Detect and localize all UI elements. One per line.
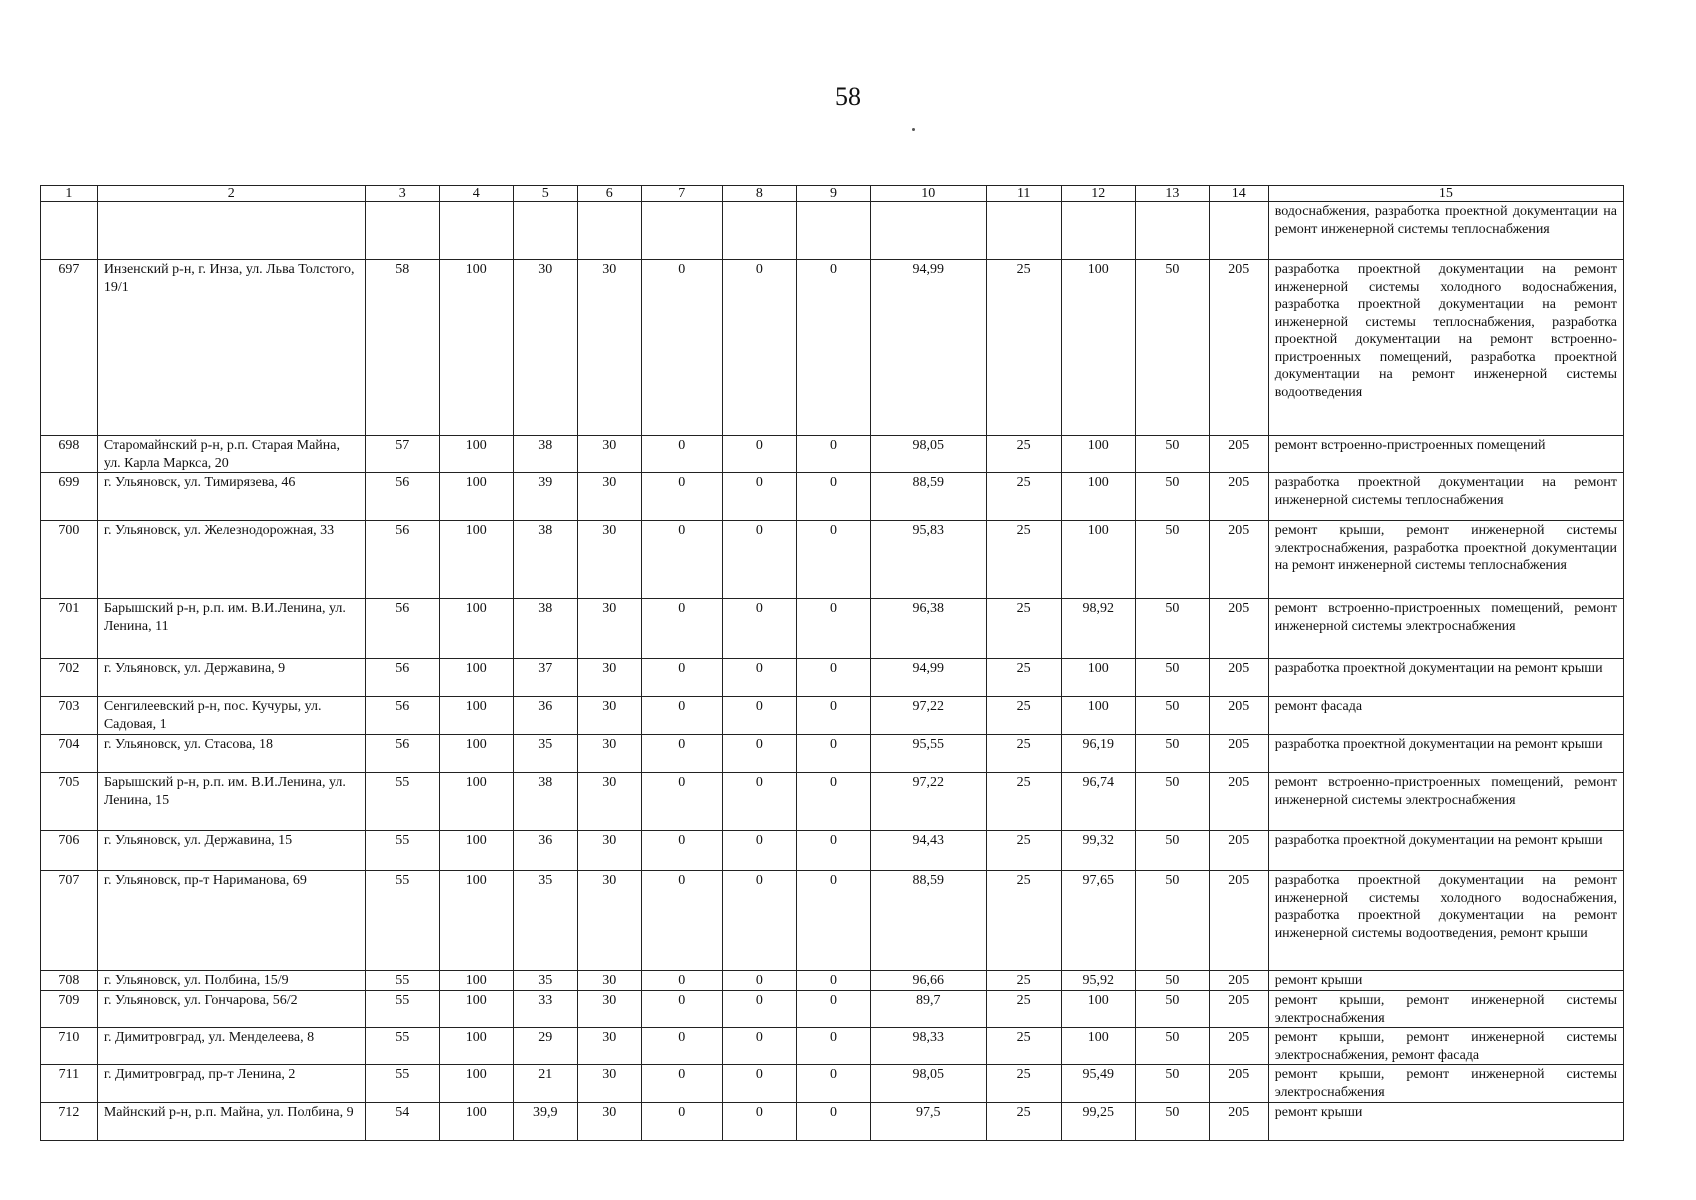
column-8-cell: 0 — [722, 1065, 796, 1103]
column-4-cell: 100 — [439, 599, 513, 659]
row-number-cell: 700 — [41, 521, 98, 599]
column-3-cell: 55 — [365, 773, 439, 831]
column-number: 14 — [1209, 186, 1268, 202]
table-row — [41, 735, 1624, 773]
column-5-cell: 36 — [513, 831, 577, 871]
column-11-cell: 25 — [986, 436, 1061, 473]
work-description-cell: ремонт крыши, ремонт инженерной системы электроснабжения — [1268, 991, 1623, 1028]
table-row — [41, 599, 1624, 659]
column-3-cell: 54 — [365, 1103, 439, 1141]
row-number-cell: 705 — [41, 773, 98, 831]
column-10-cell: 88,59 — [870, 871, 986, 971]
column-12-cell: 100 — [1061, 1028, 1135, 1065]
address-cell: г. Ульяновск, ул. Державина, 15 — [97, 831, 365, 871]
column-3-cell: 55 — [365, 1065, 439, 1103]
column-12-cell: 97,65 — [1061, 871, 1135, 971]
column-5-cell: 35 — [513, 735, 577, 773]
work-description-cell: разработка проектной документации на ремонт инженерной системы теплоснабжения — [1268, 473, 1623, 521]
column-12-cell: 96,19 — [1061, 735, 1135, 773]
column-7-cell: 0 — [641, 436, 722, 473]
column-number: 10 — [870, 186, 986, 202]
table-row — [41, 473, 1624, 521]
column-3-cell: 55 — [365, 1028, 439, 1065]
column-10-cell: 96,66 — [870, 971, 986, 991]
table-row — [41, 260, 1624, 436]
column-number: 6 — [577, 186, 641, 202]
column-12-cell: 100 — [1061, 521, 1135, 599]
column-10-cell: 95,83 — [870, 521, 986, 599]
column-13-cell: 50 — [1135, 1028, 1209, 1065]
column-4-cell: 100 — [439, 436, 513, 473]
column-11-cell: 25 — [986, 991, 1061, 1028]
address-cell: г. Димитровград, ул. Менделеева, 8 — [97, 1028, 365, 1065]
column-11-cell: 25 — [986, 521, 1061, 599]
table-row — [41, 1103, 1624, 1141]
column-13-cell: 50 — [1135, 971, 1209, 991]
column-8-cell: 0 — [722, 260, 796, 436]
column-11-cell: 25 — [986, 659, 1061, 697]
column-3-cell: 55 — [365, 831, 439, 871]
column-9-cell: 0 — [796, 436, 870, 473]
row-number-cell: 703 — [41, 697, 98, 735]
column-4-cell: 100 — [439, 697, 513, 735]
column-14-cell: 205 — [1209, 871, 1268, 971]
column-9-cell: 0 — [796, 1065, 870, 1103]
table-row — [41, 697, 1624, 735]
column-9-cell: 0 — [796, 735, 870, 773]
column-13-cell: 50 — [1135, 831, 1209, 871]
column-number: 7 — [641, 186, 722, 202]
column-3-cell: 55 — [365, 991, 439, 1028]
column-13-cell: 50 — [1135, 697, 1209, 735]
column-11-cell: 25 — [986, 260, 1061, 436]
address-cell: г. Димитровград, пр-т Ленина, 2 — [97, 1065, 365, 1103]
column-4-cell: 100 — [439, 831, 513, 871]
column-10-cell: 89,7 — [870, 991, 986, 1028]
column-7-cell: 0 — [641, 735, 722, 773]
address-cell: г. Ульяновск, ул. Стасова, 18 — [97, 735, 365, 773]
column-8-cell: 0 — [722, 697, 796, 735]
column-14-cell: 205 — [1209, 1103, 1268, 1141]
column-4-cell: 100 — [439, 659, 513, 697]
column-5-cell: 39,9 — [513, 1103, 577, 1141]
table-row — [41, 871, 1624, 971]
column-11-cell: 25 — [986, 697, 1061, 735]
column-12-cell: 98,92 — [1061, 599, 1135, 659]
column-11-cell: 25 — [986, 773, 1061, 831]
row-number-cell: 709 — [41, 991, 98, 1028]
table-row — [41, 436, 1624, 473]
column-14-cell: 205 — [1209, 260, 1268, 436]
column-8-cell: 0 — [722, 991, 796, 1028]
column-number: 11 — [986, 186, 1061, 202]
column-3-cell: 56 — [365, 659, 439, 697]
column-7-cell: 0 — [641, 260, 722, 436]
column-14-cell: 205 — [1209, 1028, 1268, 1065]
column-13-cell: 50 — [1135, 260, 1209, 436]
column-12-cell: 96,74 — [1061, 773, 1135, 831]
address-cell: Майнский р-н, р.п. Майна, ул. Полбина, 9 — [97, 1103, 365, 1141]
column-7-cell: 0 — [641, 971, 722, 991]
row-number-cell: 702 — [41, 659, 98, 697]
table-row — [41, 991, 1624, 1028]
column-13-cell: 50 — [1135, 1103, 1209, 1141]
column-11-cell: 25 — [986, 599, 1061, 659]
table-row — [41, 659, 1624, 697]
column-6-cell: 30 — [577, 871, 641, 971]
column-number: 3 — [365, 186, 439, 202]
column-14-cell: 205 — [1209, 521, 1268, 599]
work-description-cell: водоснабжения, разработка проектной документации на ремонт инженерной системы теплоснабжения — [1268, 202, 1623, 260]
table-row — [41, 1028, 1624, 1065]
column-14-cell: 205 — [1209, 473, 1268, 521]
column-number: 12 — [1061, 186, 1135, 202]
work-description-cell: ремонт встроенно-пристроенных помещений, ремонт инженерной системы электроснабжения — [1268, 599, 1623, 659]
column-10-cell: 98,05 — [870, 1065, 986, 1103]
column-14-cell: 205 — [1209, 735, 1268, 773]
column-7-cell: 0 — [641, 473, 722, 521]
page-number: 58 — [835, 82, 861, 111]
table-row — [41, 831, 1624, 871]
column-8-cell: 0 — [722, 599, 796, 659]
column-9-cell: 0 — [796, 521, 870, 599]
column-number: 9 — [796, 186, 870, 202]
column-6-cell: 30 — [577, 260, 641, 436]
column-13-cell: 50 — [1135, 991, 1209, 1028]
address-cell: Барышский р-н, р.п. им. В.И.Ленина, ул. Ленина, 11 — [97, 599, 365, 659]
column-13-cell: 50 — [1135, 659, 1209, 697]
column-10-cell: 94,43 — [870, 831, 986, 871]
column-5-cell: 30 — [513, 260, 577, 436]
column-14-cell: 205 — [1209, 991, 1268, 1028]
column-11-cell: 25 — [986, 1028, 1061, 1065]
work-description-cell: разработка проектной документации на ремонт инженерной системы холодного водоснабжения, разработка проектной документации на ремонт инженерной системы водоотведения, ремонт крыши — [1268, 871, 1623, 971]
address-cell: Сенгилеевский р-н, пос. Кучуры, ул. Садовая, 1 — [97, 697, 365, 735]
row-number-cell: 708 — [41, 971, 98, 991]
column-12-cell: 100 — [1061, 991, 1135, 1028]
column-12-cell: 95,49 — [1061, 1065, 1135, 1103]
column-8-cell: 0 — [722, 1028, 796, 1065]
column-3-cell: 56 — [365, 599, 439, 659]
column-7-cell: 0 — [641, 1065, 722, 1103]
column-8-cell: 0 — [722, 473, 796, 521]
column-14-cell: 205 — [1209, 773, 1268, 831]
column-14-cell: 205 — [1209, 659, 1268, 697]
work-description-cell: ремонт крыши, ремонт инженерной системы электроснабжения — [1268, 1065, 1623, 1103]
column-10-cell: 94,99 — [870, 260, 986, 436]
column-9-cell: 0 — [796, 773, 870, 831]
column-5-cell: 21 — [513, 1065, 577, 1103]
column-13-cell: 50 — [1135, 521, 1209, 599]
column-3-cell: 55 — [365, 971, 439, 991]
column-11-cell: 25 — [986, 831, 1061, 871]
column-3-cell: 56 — [365, 473, 439, 521]
column-4-cell: 100 — [439, 1103, 513, 1141]
column-4-cell: 100 — [439, 773, 513, 831]
table-row — [41, 773, 1624, 831]
column-12-cell: 100 — [1061, 659, 1135, 697]
column-number-row — [41, 186, 1624, 202]
column-8-cell: 0 — [722, 871, 796, 971]
table-row — [41, 1065, 1624, 1103]
work-description-cell: разработка проектной документации на ремонт крыши — [1268, 735, 1623, 773]
column-5-cell: 38 — [513, 436, 577, 473]
row-number-cell: 699 — [41, 473, 98, 521]
column-7-cell: 0 — [641, 659, 722, 697]
row-number-cell: 707 — [41, 871, 98, 971]
row-number-cell: 698 — [41, 436, 98, 473]
column-10-cell: 97,22 — [870, 773, 986, 831]
column-9-cell: 0 — [796, 697, 870, 735]
column-number: 5 — [513, 186, 577, 202]
column-6-cell: 30 — [577, 659, 641, 697]
column-number: 15 — [1268, 186, 1623, 202]
column-3-cell: 57 — [365, 436, 439, 473]
address-cell: г. Ульяновск, ул. Гончарова, 56/2 — [97, 991, 365, 1028]
column-13-cell: 50 — [1135, 599, 1209, 659]
column-4-cell: 100 — [439, 991, 513, 1028]
column-4-cell: 100 — [439, 971, 513, 991]
column-number: 8 — [722, 186, 796, 202]
column-5-cell: 33 — [513, 991, 577, 1028]
column-7-cell: 0 — [641, 773, 722, 831]
column-14-cell: 205 — [1209, 697, 1268, 735]
table-row — [41, 521, 1624, 599]
continuation-row — [41, 202, 1624, 260]
address-cell: г. Ульяновск, ул. Державина, 9 — [97, 659, 365, 697]
column-8-cell: 0 — [722, 1103, 796, 1141]
column-3-cell: 58 — [365, 260, 439, 436]
column-11-cell: 25 — [986, 735, 1061, 773]
column-14-cell: 205 — [1209, 1065, 1268, 1103]
address-cell: г. Ульяновск, ул. Полбина, 15/9 — [97, 971, 365, 991]
column-12-cell: 99,25 — [1061, 1103, 1135, 1141]
column-5-cell: 35 — [513, 871, 577, 971]
work-description-cell: ремонт крыши — [1268, 971, 1623, 991]
column-6-cell: 30 — [577, 735, 641, 773]
address-cell: Барышский р-н, р.п. им. В.И.Ленина, ул. Ленина, 15 — [97, 773, 365, 831]
column-4-cell: 100 — [439, 871, 513, 971]
column-12-cell: 100 — [1061, 697, 1135, 735]
column-9-cell: 0 — [796, 971, 870, 991]
data-table — [40, 185, 1624, 1141]
column-14-cell: 205 — [1209, 436, 1268, 473]
column-6-cell: 30 — [577, 1103, 641, 1141]
column-8-cell: 0 — [722, 521, 796, 599]
column-8-cell: 0 — [722, 831, 796, 871]
column-9-cell: 0 — [796, 871, 870, 971]
row-number-cell: 711 — [41, 1065, 98, 1103]
column-4-cell: 100 — [439, 521, 513, 599]
column-5-cell: 35 — [513, 971, 577, 991]
column-13-cell: 50 — [1135, 773, 1209, 831]
column-12-cell: 95,92 — [1061, 971, 1135, 991]
column-5-cell: 39 — [513, 473, 577, 521]
column-5-cell: 38 — [513, 599, 577, 659]
column-9-cell: 0 — [796, 659, 870, 697]
column-10-cell: 96,38 — [870, 599, 986, 659]
column-7-cell: 0 — [641, 697, 722, 735]
column-13-cell: 50 — [1135, 871, 1209, 971]
work-description-cell: ремонт крыши, ремонт инженерной системы электроснабжения, разработка проектной документации на ремонт инженерной системы теплоснабжения — [1268, 521, 1623, 599]
column-12-cell: 100 — [1061, 473, 1135, 521]
column-6-cell: 30 — [577, 991, 641, 1028]
work-description-cell: разработка проектной документации на ремонт крыши — [1268, 831, 1623, 871]
column-13-cell: 50 — [1135, 436, 1209, 473]
column-9-cell: 0 — [796, 991, 870, 1028]
address-cell: Старомайнский р-н, р.п. Старая Майна, ул. Карла Маркса, 20 — [97, 436, 365, 473]
column-9-cell: 0 — [796, 599, 870, 659]
column-6-cell: 30 — [577, 831, 641, 871]
column-6-cell: 30 — [577, 697, 641, 735]
column-12-cell: 100 — [1061, 260, 1135, 436]
column-6-cell: 30 — [577, 436, 641, 473]
column-10-cell: 88,59 — [870, 473, 986, 521]
work-description-cell: ремонт фасада — [1268, 697, 1623, 735]
column-10-cell: 97,5 — [870, 1103, 986, 1141]
column-9-cell: 0 — [796, 473, 870, 521]
column-7-cell: 0 — [641, 991, 722, 1028]
column-14-cell: 205 — [1209, 971, 1268, 991]
column-13-cell: 50 — [1135, 1065, 1209, 1103]
row-number-cell: 704 — [41, 735, 98, 773]
column-6-cell: 30 — [577, 1065, 641, 1103]
column-7-cell: 0 — [641, 1103, 722, 1141]
column-number: 1 — [41, 186, 98, 202]
column-3-cell: 55 — [365, 871, 439, 971]
column-14-cell: 205 — [1209, 831, 1268, 871]
column-9-cell: 0 — [796, 1028, 870, 1065]
column-7-cell: 0 — [641, 1028, 722, 1065]
work-description-cell: разработка проектной документации на ремонт инженерной системы холодного водоснабжения, разработка проектной документации на ремонт инженерной системы теплоснабжения, разработка проектной документации на ремонт встроенно-пристроенных помещений, разработка проектной документации на ремонт инженерной системы водоотведения — [1268, 260, 1623, 436]
column-8-cell: 0 — [722, 773, 796, 831]
column-4-cell: 100 — [439, 260, 513, 436]
column-8-cell: 0 — [722, 659, 796, 697]
column-4-cell: 100 — [439, 735, 513, 773]
column-4-cell: 100 — [439, 473, 513, 521]
column-5-cell: 36 — [513, 697, 577, 735]
column-6-cell: 30 — [577, 971, 641, 991]
column-8-cell: 0 — [722, 735, 796, 773]
column-9-cell: 0 — [796, 1103, 870, 1141]
column-8-cell: 0 — [722, 436, 796, 473]
work-description-cell: ремонт крыши — [1268, 1103, 1623, 1141]
column-3-cell: 56 — [365, 697, 439, 735]
column-6-cell: 30 — [577, 521, 641, 599]
column-12-cell: 100 — [1061, 436, 1135, 473]
address-cell: г. Ульяновск, ул. Железнодорожная, 33 — [97, 521, 365, 599]
table-row — [41, 971, 1624, 991]
address-cell: г. Ульяновск, пр-т Нариманова, 69 — [97, 871, 365, 971]
work-description-cell: ремонт встроенно-пристроенных помещений — [1268, 436, 1623, 473]
work-description-cell: ремонт крыши, ремонт инженерной системы электроснабжения, ремонт фасада — [1268, 1028, 1623, 1065]
column-number: 4 — [439, 186, 513, 202]
column-3-cell: 56 — [365, 521, 439, 599]
column-11-cell: 25 — [986, 1065, 1061, 1103]
column-5-cell: 37 — [513, 659, 577, 697]
work-description-cell: разработка проектной документации на ремонт крыши — [1268, 659, 1623, 697]
column-10-cell: 97,22 — [870, 697, 986, 735]
column-4-cell: 100 — [439, 1028, 513, 1065]
column-11-cell: 25 — [986, 473, 1061, 521]
row-number-cell: 710 — [41, 1028, 98, 1065]
column-7-cell: 0 — [641, 871, 722, 971]
column-11-cell: 25 — [986, 871, 1061, 971]
column-10-cell: 98,33 — [870, 1028, 986, 1065]
column-14-cell: 205 — [1209, 599, 1268, 659]
column-3-cell: 56 — [365, 735, 439, 773]
column-6-cell: 30 — [577, 1028, 641, 1065]
column-6-cell: 30 — [577, 773, 641, 831]
row-number-cell: 697 — [41, 260, 98, 436]
row-number-cell: 706 — [41, 831, 98, 871]
column-5-cell: 29 — [513, 1028, 577, 1065]
column-9-cell: 0 — [796, 831, 870, 871]
column-6-cell: 30 — [577, 599, 641, 659]
column-8-cell: 0 — [722, 971, 796, 991]
column-5-cell: 38 — [513, 521, 577, 599]
column-13-cell: 50 — [1135, 473, 1209, 521]
column-4-cell: 100 — [439, 1065, 513, 1103]
scan-speck — [912, 128, 915, 131]
row-number-cell: 701 — [41, 599, 98, 659]
column-11-cell: 25 — [986, 1103, 1061, 1141]
column-13-cell: 50 — [1135, 735, 1209, 773]
column-11-cell: 25 — [986, 971, 1061, 991]
column-10-cell: 94,99 — [870, 659, 986, 697]
column-number: 13 — [1135, 186, 1209, 202]
address-cell: г. Ульяновск, ул. Тимирязева, 46 — [97, 473, 365, 521]
table-body — [41, 202, 1624, 1141]
column-10-cell: 98,05 — [870, 436, 986, 473]
column-9-cell: 0 — [796, 260, 870, 436]
column-number: 2 — [97, 186, 365, 202]
column-10-cell: 95,55 — [870, 735, 986, 773]
work-description-cell: ремонт встроенно-пристроенных помещений, ремонт инженерной системы электроснабжения — [1268, 773, 1623, 831]
column-5-cell: 38 — [513, 773, 577, 831]
column-7-cell: 0 — [641, 521, 722, 599]
address-cell: Инзенский р-н, г. Инза, ул. Льва Толстого, 19/1 — [97, 260, 365, 436]
column-6-cell: 30 — [577, 473, 641, 521]
column-12-cell: 99,32 — [1061, 831, 1135, 871]
row-number-cell: 712 — [41, 1103, 98, 1141]
column-7-cell: 0 — [641, 599, 722, 659]
column-7-cell: 0 — [641, 831, 722, 871]
